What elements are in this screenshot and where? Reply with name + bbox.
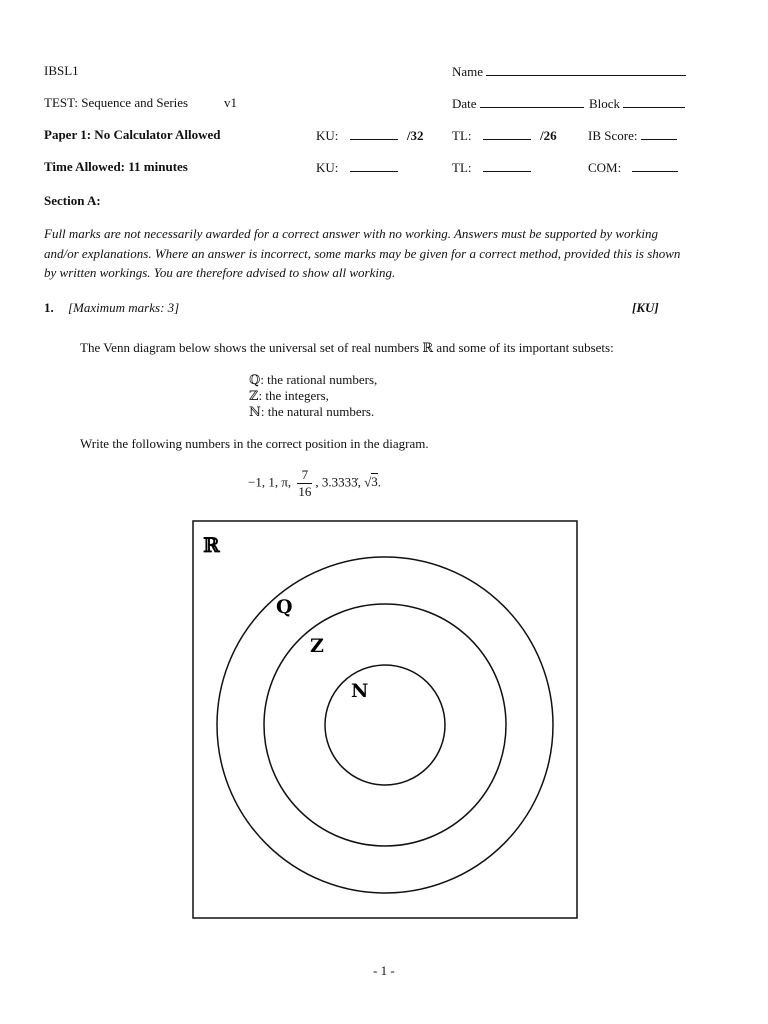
- instructions-paragraph: Full marks are not necessarily awarded for a correct answer with no working. Answers must be supported by working and/or explanations. Where an answer is incorrect, some marks may be given for a correct method, provided this is shown by written workings. You are therefore advised to show all working.: [44, 226, 681, 280]
- real-numbers-box: [193, 521, 577, 918]
- test-version: v1: [224, 95, 237, 110]
- subset-rational: ℚ: the rational numbers,: [249, 372, 378, 387]
- tl-total: /26: [540, 128, 557, 143]
- question-intro: The Venn diagram below shows the universal set of real numbers ℝ and some of its important subsets:: [80, 340, 614, 355]
- numbers-suffix: , 3.3333̇,: [315, 474, 361, 490]
- name-label: Name: [452, 64, 484, 79]
- page-number: - 1 -: [373, 963, 395, 978]
- fraction-numerator: 7: [297, 467, 312, 484]
- sqrt-symbol: √: [364, 474, 372, 490]
- integer-circle: [264, 604, 506, 846]
- tl-label-2: TL:: [452, 160, 472, 175]
- paper-label: Paper 1: No Calculator Allowed: [44, 127, 221, 142]
- label-n: N: [351, 680, 369, 702]
- block-label: Block: [589, 96, 621, 111]
- rational-circle: [217, 557, 553, 893]
- ku-label: KU:: [316, 128, 339, 143]
- time-allowed: Time Allowed: 11 minutes: [44, 159, 188, 174]
- fraction-denominator: 16: [298, 484, 312, 499]
- question-marks: [Maximum marks: 3]: [68, 300, 180, 315]
- natural-circle: [325, 665, 445, 785]
- label-r: ℝ: [203, 533, 220, 557]
- question-number: 1.: [44, 300, 54, 315]
- subset-integers: ℤ: the integers,: [249, 388, 329, 403]
- numbers-end: .: [377, 474, 382, 490]
- label-z: Z: [310, 635, 324, 657]
- sqrt-value: 3: [371, 474, 378, 490]
- label-q: Q: [276, 596, 293, 618]
- numbers-prefix: −1, 1, π,: [248, 474, 292, 490]
- subset-natural: ℕ: the natural numbers.: [249, 404, 375, 419]
- ku-total: /32: [406, 128, 424, 143]
- question-type: [KU]: [632, 300, 659, 315]
- ku-label-2: KU:: [316, 160, 339, 175]
- question-instruction: Write the following numbers in the correct position in the diagram.: [80, 436, 429, 451]
- course-code: IBSL1: [44, 63, 79, 78]
- date-label: Date: [452, 96, 477, 111]
- section-title: Section A:: [44, 193, 101, 208]
- test-title: TEST: Sequence and Series: [44, 95, 189, 110]
- com-label: COM:: [588, 160, 622, 175]
- ib-score-label: IB Score:: [588, 128, 638, 143]
- tl-label: TL:: [452, 128, 472, 143]
